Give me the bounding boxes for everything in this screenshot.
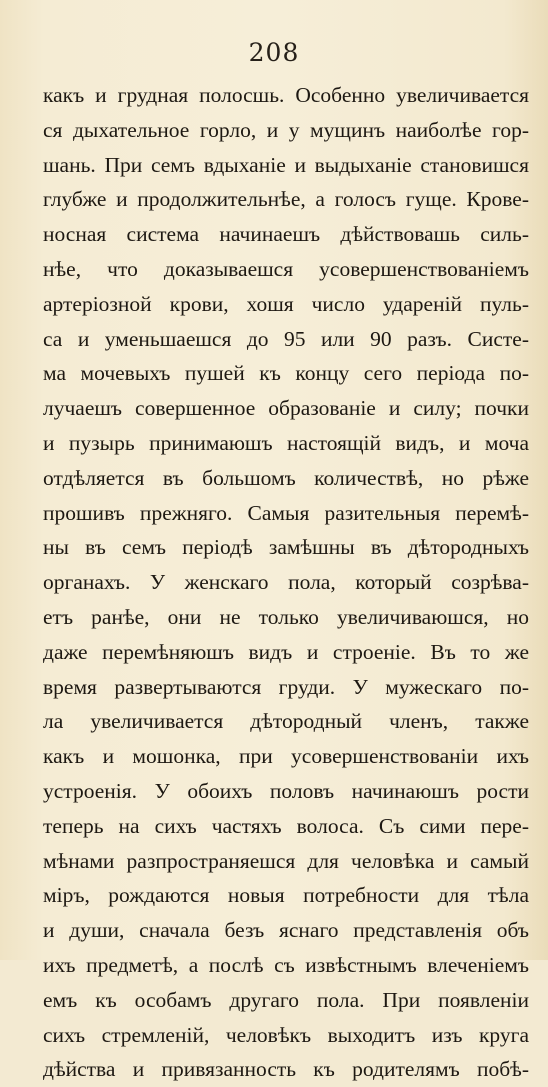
text-line: артеріозной крови, хошя число удареній пуль- [43, 291, 529, 316]
body-text [43, 78, 529, 1087]
text-line: нѣе, что доказываешся усовершенствованіемъ [43, 256, 529, 281]
page-number: 208 [248, 38, 300, 67]
text-line: міръ, рождаются новыя потребности для тѣла [43, 883, 529, 908]
text-line: сихъ стремленій, человѣкъ выходитъ изъ круга [43, 1022, 529, 1047]
text-line: са и уменьшаешся до 95 или 90 разъ. Систе- [43, 326, 529, 351]
text-line: ма мочевыхъ пушей къ концу сего періода по- [43, 361, 529, 386]
text-line: какъ и мошонка, при усовершенствованіи ихъ [43, 744, 529, 769]
text-line: емъ къ особамъ другаго пола. При появленіи [43, 987, 529, 1012]
text-line: дѣйства и привязанность къ родителямъ побѣ- [43, 1057, 529, 1082]
text-line: устроенія. У обоихъ половъ начинаюшъ рости [43, 778, 529, 803]
text-line: етъ ранѣе, они не только увеличиваюшся, но [43, 604, 529, 629]
text-line: лучаешъ совершенное образованіе и силу; почки [43, 396, 529, 421]
text-line: шань. При семъ вдыханіе и выдыханіе становишся [43, 152, 529, 177]
text-line: и пузырь принимаюшъ настоящій видъ, и моча [43, 430, 529, 455]
text-line: теперь на сихъ частяхъ волоса. Съ сими пере- [43, 813, 529, 838]
text-line: прошивъ прежняго. Самыя разительныя перемѣ- [43, 500, 529, 525]
text-line: ны въ семъ періодѣ замѣшны въ дѣтородныхъ [43, 535, 529, 560]
text-line: мѣнами разпространяешся для человѣка и самый [43, 848, 529, 873]
text-line: и души, сначала безъ яснаго представленія объ [43, 918, 529, 943]
text-line: органахъ. У женскаго пола, который созрѣва- [43, 570, 529, 595]
text-line: носная система начинаешъ дѣйствовашь силь- [43, 222, 529, 247]
text-line: ихъ предметѣ, а послѣ съ извѣстнымъ влеченіемъ [43, 952, 529, 977]
text-line: время развертываются груди. У мужескаго по- [43, 674, 529, 699]
text-line: отдѣляется въ большомъ количествѣ, но рѣже [43, 465, 529, 490]
text-line: ла увеличивается дѣтородный членъ, также [43, 709, 529, 734]
text-line: ся дыхательное горло, и у мущинъ наиболѣе гор- [43, 117, 529, 142]
text-line: какъ и грудная полосшь. Особенно увеличивается [43, 83, 529, 107]
text-line: глубже и продолжительнѣе, а голосъ гуще. Крове- [43, 187, 529, 212]
text-line: даже перемѣняюшъ видъ и строеніе. Въ то же [43, 639, 529, 664]
